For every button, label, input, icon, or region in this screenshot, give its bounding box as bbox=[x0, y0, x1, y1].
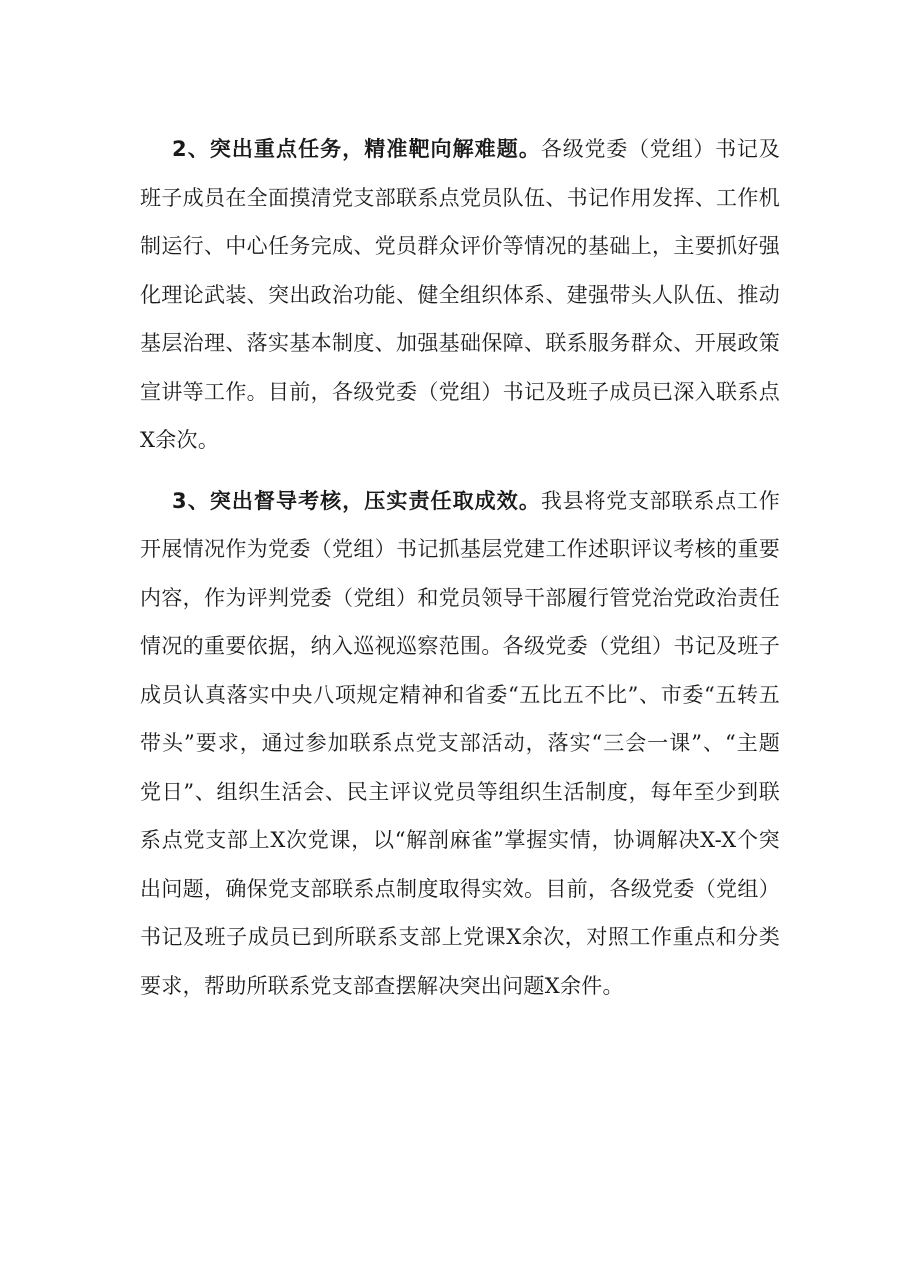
paragraph-heading: 2、突出重点任务，精准靶向解难题。 bbox=[172, 137, 541, 161]
paragraph-supervision bbox=[140, 477, 780, 1011]
document-body bbox=[140, 125, 780, 1010]
paragraph-key-tasks bbox=[140, 125, 780, 465]
paragraph-text: 我县将党支部联系点工作开展情况作为党委（党组）书记抓基层党建工作述职评议考核的重要内容，作为评判党委（党组）和党员领导干部履行管党治党政治责任情况的重要依据，纳入巡视巡察范围。各级党委（党组）书记及班子成员认真落实中央八项规定精神和省委“五比五不比”、市委“五转五带头”要求，通过参加联系点党支部活动，落实“三会一课”、“主题党日”、组织生活会、民主评议党员等组织生活制度，每年至少到联系点党支部上X次党课，以“解剖麻雀”掌握实情，协调解决X-X个突出问题，确保党支部联系点制度取得实效。目前，各级党委（党组）书记及班子成员已到所联系支部上党课X余次，对照工作重点和分类要求，帮助所联系党支部查摆解决突出问题X余件。 bbox=[140, 488, 780, 998]
paragraph-heading: 3、突出督导考核，压实责任取成效。 bbox=[172, 488, 541, 513]
paragraph-text: 各级党委（党组）书记及班子成员在全面摸清党支部联系点党员队伍、书记作用发挥、工作机制运行、中心任务完成、党员群众评价等情况的基础上，主要抓好强化理论武装、突出政治功能、健全组织体系、建强带头人队伍、推动基层治理、落实基本制度、加强基础保障、联系服务群众、开展政策宣讲等工作。目前，各级党委（党组）书记及班子成员已深入联系点X余次。 bbox=[140, 137, 780, 452]
